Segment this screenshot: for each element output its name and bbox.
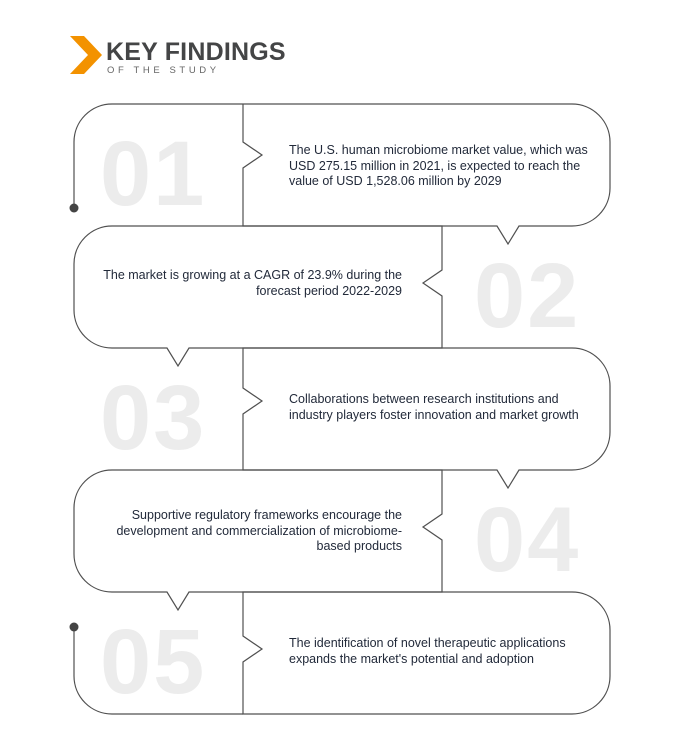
page-subtitle: OF THE STUDY	[107, 65, 220, 76]
finding-text-02: The market is growing at a CAGR of 23.9% during the forecast period 2022-2029	[103, 268, 402, 298]
finding-number-02: 02	[474, 245, 581, 347]
finding-text-03: Collaborations between research institutions and industry players foster innovation and market growth	[289, 392, 579, 422]
finding-number-03: 03	[100, 367, 207, 469]
start-dot	[70, 204, 79, 213]
finding-text-05: The identification of novel therapeutic applications expands the market's potential and adoption	[289, 636, 566, 666]
page-title: KEY FINDINGS	[106, 38, 286, 66]
finding-number-01: 01	[100, 123, 207, 225]
finding-text-01: The U.S. human microbiome market value, which was USD 275.15 million in 2021, is expected to reach the value of USD 1,528.06 million by 2029	[289, 143, 588, 188]
finding-text-04: Supportive regulatory frameworks encourage the development and commercialization of microbiome-based products	[116, 508, 402, 553]
finding-number-04: 04	[474, 489, 581, 591]
finding-number-05: 05	[100, 611, 207, 713]
end-dot	[70, 623, 79, 632]
